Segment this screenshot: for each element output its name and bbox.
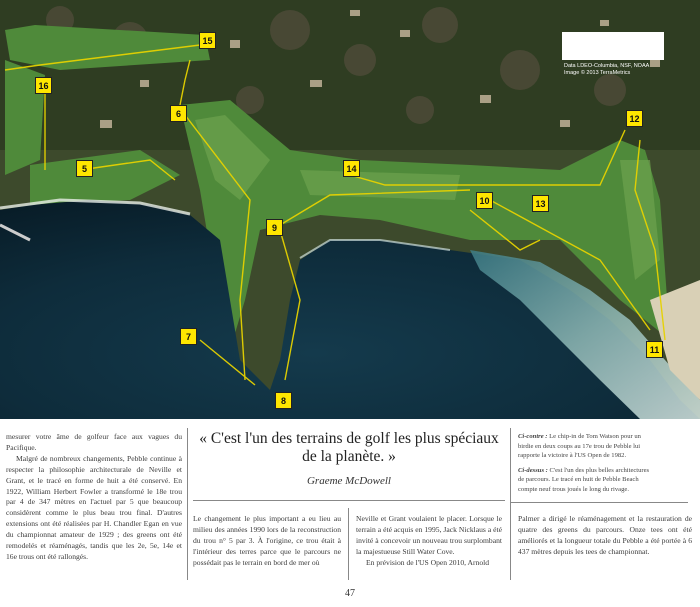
body-column-1 [6,432,182,563]
hole-marker-7: 7 [180,328,197,345]
body-paragraph: En prévision de l'US Open 2010, Arnold [366,557,490,567]
map-credit-line: Image © 2013 TerraMetrics [564,70,631,76]
hole-marker-9: 9 [266,219,283,236]
column-divider [510,428,511,580]
column-divider [187,428,188,580]
map-credit-line: Data LDEO-Columbia, NSF, NOAA [564,63,650,69]
hole-marker-15: 15 [199,32,216,49]
caption-text: Le chip-in de Tom Watson pour un birdie en deux coups au 17e trou de Pebble lui rapporte la victoire à l'US Open de 1982. [518,433,641,459]
hole-marker-16: 16 [35,77,52,94]
caption [518,432,652,461]
hole-marker-11: 11 [646,341,663,358]
hole-marker-10: 10 [476,192,493,209]
hole-marker-12: 12 [626,110,643,127]
hole-marker-13: 13 [532,195,549,212]
hole-marker-6: 6 [170,105,187,122]
body-column-2 [193,514,341,569]
body-column-3 [356,514,502,569]
caption [518,466,652,495]
body-paragraph: Le changement le plus important a eu lieu au milieu des années 1990 lors de la reconstruction du trou n° 5 par 3. À l'origine, ce trou était à l'intérieur des terres parce que le parcours ne possédait pas le terrain en bord de mer où [193,514,341,567]
body-paragraph: Malgré de nombreux changements, Pebble continue à respecter la philosophie architecturale de Neville et Grant, et le tracé en forme de huit a été conservé. En 1922, William Herbert Fowler a transformé le 18e trou par 4 de 347 mètres en l'actuel par 5 que beaucoup considèrent comme le plus beau trou final. D'autres extensions ont été réalisées par H. Chandler Egan en vue du championnat amateur de 1929 ; des greens ont été remodelés et réaménagés, tandis que les 2e, 5e, 14e et 16e trous ont été rallongés. [6,453,182,561]
caption-text: C'est l'un des plus belles architectures de parcours. Le tracé en huit de Pebble Beach compte neuf trous joués le long du rivage. [518,466,650,493]
photo-captions [518,432,652,499]
quote-rule [193,500,505,501]
body-column-4 [518,514,692,558]
map-credit-line: © 2013 Google [564,55,602,61]
page-number: 47 [345,588,355,599]
body-paragraph: Palmer a dirigé le réaménagement et la restauration de quatre des greens du parcours. Onze tees ont été améliorés et la longueur totale du Pebble a été portée à 6 437 mètres depuis les tees de championnat. [518,514,692,556]
body-paragraph: mesurer votre âme de golfeur face aux vagues du Pacifique. [6,432,182,452]
body-paragraph: Neville et Grant voulaient le placer. Lorsque le terrain a été acquis en 1995, Jack Nicklaus a été invité à concevoir un nouveau trou surplombant la majestueuse Still Water Cove. [356,514,502,556]
pull-quote: « C'est l'un des terrains de golf les plus spéciaux de la planète. » [199,430,499,465]
hole-marker-14: 14 [343,160,360,177]
hole-marker-5: 5 [76,160,93,177]
column-divider [348,508,349,580]
caption-label: Ci-contre : [518,433,548,440]
hole-marker-8: 8 [275,392,292,409]
pull-quote-author: Graeme McDowell [306,475,391,487]
caption-rule [510,502,688,503]
caption-label: Ci-dessus : [518,466,548,474]
